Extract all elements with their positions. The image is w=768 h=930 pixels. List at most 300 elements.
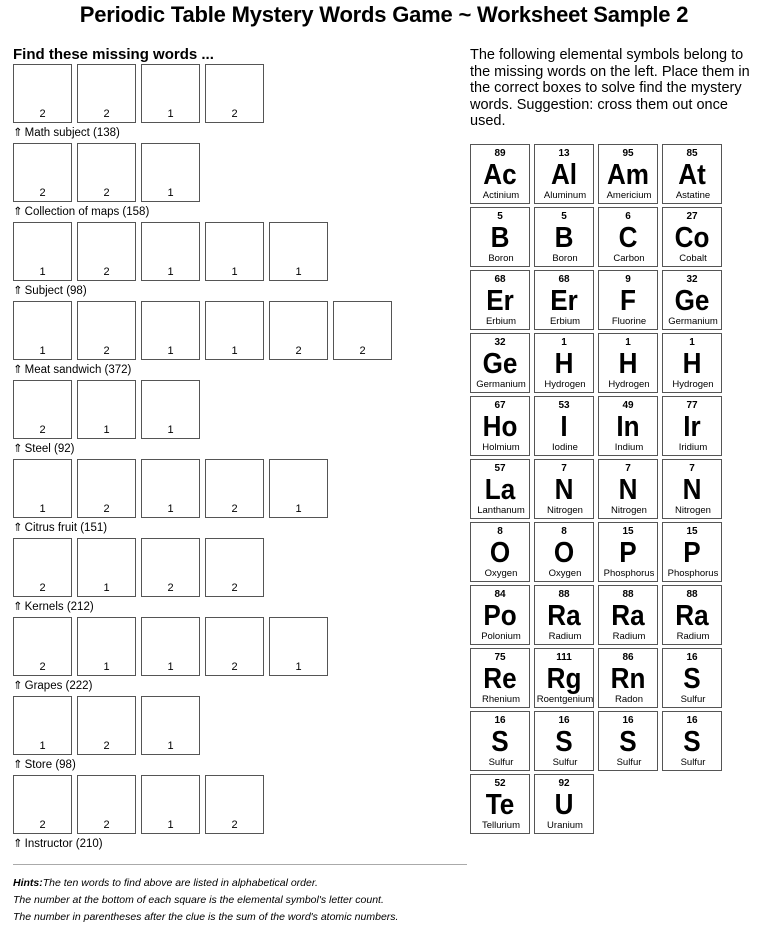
element-symbol: Ac xyxy=(483,159,517,191)
element-tile[interactable] xyxy=(662,144,722,204)
answer-box[interactable] xyxy=(269,617,328,676)
answer-boxes xyxy=(13,143,473,202)
clue-label xyxy=(13,123,473,143)
puzzle-list xyxy=(13,64,473,854)
element-tile[interactable] xyxy=(662,333,722,393)
atomic-number: 111 xyxy=(556,652,572,663)
letter-count: 2 xyxy=(39,661,46,673)
letter-count: 1 xyxy=(39,345,46,357)
atomic-number: 67 xyxy=(494,400,506,411)
answer-box[interactable] xyxy=(141,617,200,676)
letter-count: 1 xyxy=(295,266,302,278)
element-name: Actinium xyxy=(482,190,520,201)
element-name: Indium xyxy=(614,442,644,453)
element-name: Iridium xyxy=(678,442,708,453)
element-tile[interactable] xyxy=(470,207,530,267)
element-symbol: Co xyxy=(674,222,710,254)
atomic-number: 52 xyxy=(494,778,506,789)
element-name: Tellurium xyxy=(481,820,520,831)
answer-boxes xyxy=(13,538,473,597)
page-title: Periodic Table Mystery Words Game ~ Worksheet Sample 2 xyxy=(79,2,689,27)
atomic-number: 75 xyxy=(494,652,506,663)
atomic-number: 92 xyxy=(558,778,570,789)
element-tile[interactable] xyxy=(598,459,658,519)
atomic-number: 57 xyxy=(494,463,506,474)
answer-box[interactable] xyxy=(269,301,328,360)
atomic-number: 32 xyxy=(686,274,698,285)
answer-box[interactable] xyxy=(141,143,200,202)
element-tile[interactable] xyxy=(662,522,722,582)
atomic-number: 7 xyxy=(689,463,695,474)
element-tile[interactable] xyxy=(470,585,530,645)
element-symbol: Er xyxy=(550,285,578,317)
hint-text-1: The ten words to find above are listed in alphabetical order. xyxy=(42,877,318,889)
answer-box[interactable] xyxy=(77,696,136,755)
element-name: Carbon xyxy=(613,253,645,264)
puzzle-column xyxy=(13,46,473,854)
element-tile[interactable] xyxy=(470,522,530,582)
letter-count: 2 xyxy=(39,424,46,436)
element-name: Uranium xyxy=(547,820,583,831)
atomic-number: 1 xyxy=(561,337,567,348)
element-symbol: O xyxy=(489,537,511,569)
letter-count: 2 xyxy=(103,266,110,278)
answer-box[interactable] xyxy=(269,459,328,518)
letter-count: 1 xyxy=(167,819,174,831)
element-name: Nitrogen xyxy=(675,505,711,516)
letter-count: 2 xyxy=(295,345,302,357)
atomic-number: 77 xyxy=(686,400,698,411)
up-arrow-icon: ⇑ xyxy=(13,285,23,297)
find-heading: Find these missing words ... xyxy=(13,46,214,63)
clue-text: Subject (98) xyxy=(24,285,87,297)
element-name: Cobalt xyxy=(679,253,707,264)
answer-box[interactable] xyxy=(13,617,72,676)
element-tile[interactable] xyxy=(534,774,594,834)
element-name: Radium xyxy=(548,631,582,642)
atomic-number: 95 xyxy=(622,148,634,159)
element-symbol: H xyxy=(618,348,638,380)
letter-count: 2 xyxy=(103,108,110,120)
atomic-number: 5 xyxy=(561,211,567,222)
element-name: Erbium xyxy=(485,316,517,327)
element-symbol: Rn xyxy=(610,663,646,695)
element-name: Iodine xyxy=(552,442,578,453)
atomic-number: 7 xyxy=(561,463,567,474)
answer-box[interactable] xyxy=(205,301,264,360)
answer-box[interactable] xyxy=(13,64,72,123)
answer-box[interactable] xyxy=(77,301,136,360)
element-tile[interactable] xyxy=(470,144,530,204)
element-symbol: S xyxy=(683,663,701,695)
element-symbol: N xyxy=(554,474,574,506)
answer-box[interactable] xyxy=(77,64,136,123)
answer-box[interactable] xyxy=(141,380,200,439)
clue-label xyxy=(13,518,473,538)
element-tile[interactable] xyxy=(470,648,530,708)
letter-count: 1 xyxy=(167,503,174,515)
puzzle-item xyxy=(13,538,473,617)
element-symbol: Er xyxy=(486,285,514,317)
atomic-number: 16 xyxy=(622,715,634,726)
answer-box[interactable] xyxy=(13,143,72,202)
answer-box[interactable] xyxy=(77,222,136,281)
answer-box[interactable] xyxy=(269,222,328,281)
answer-boxes xyxy=(13,459,473,518)
element-symbol: S xyxy=(491,726,509,758)
atomic-number: 8 xyxy=(561,526,567,537)
element-symbol: P xyxy=(619,537,637,569)
element-name: Astatine xyxy=(675,190,711,201)
element-name: Phosphorus xyxy=(603,568,655,579)
answer-box[interactable] xyxy=(141,222,200,281)
answer-boxes xyxy=(13,617,473,676)
up-arrow-icon: ⇑ xyxy=(13,601,23,613)
letter-count: 1 xyxy=(167,266,174,278)
element-symbol: In xyxy=(616,411,640,443)
element-name: Radium xyxy=(676,631,710,642)
puzzle-item xyxy=(13,459,473,538)
element-tile[interactable] xyxy=(534,522,594,582)
answer-box[interactable] xyxy=(205,222,264,281)
element-tile[interactable] xyxy=(598,711,658,771)
up-arrow-icon: ⇑ xyxy=(13,443,23,455)
clue-label xyxy=(13,755,473,775)
letter-count: 2 xyxy=(103,740,110,752)
element-tile[interactable] xyxy=(662,396,722,456)
atomic-number: 84 xyxy=(494,589,506,600)
letter-count: 2 xyxy=(39,582,46,594)
puzzle-item xyxy=(13,301,473,380)
element-symbol: O xyxy=(553,537,575,569)
element-name: Germanium xyxy=(668,316,718,327)
clue-text: Meat sandwich (372) xyxy=(24,364,132,376)
answer-box[interactable] xyxy=(13,775,72,834)
atomic-number: 32 xyxy=(494,337,506,348)
element-name: Polonium xyxy=(481,631,521,642)
answer-box[interactable] xyxy=(141,459,200,518)
element-name: Sulfur xyxy=(680,694,706,705)
element-name: Radium xyxy=(612,631,646,642)
atomic-number: 16 xyxy=(494,715,506,726)
element-symbol: S xyxy=(683,726,701,758)
up-arrow-icon: ⇑ xyxy=(13,522,23,534)
clue-label xyxy=(13,360,473,380)
letter-count: 2 xyxy=(231,108,238,120)
element-symbol: Ge xyxy=(482,348,518,380)
element-symbol: Ra xyxy=(547,600,581,632)
up-arrow-icon: ⇑ xyxy=(13,680,23,692)
atomic-number: 16 xyxy=(686,652,698,663)
element-name: Oxygen xyxy=(484,568,518,579)
element-name: Aluminum xyxy=(543,190,587,201)
atomic-number: 27 xyxy=(686,211,698,222)
element-tile[interactable] xyxy=(662,207,722,267)
atomic-number: 15 xyxy=(686,526,698,537)
atomic-number: 88 xyxy=(686,589,698,600)
element-symbol: Al xyxy=(550,159,578,191)
atomic-number: 15 xyxy=(622,526,634,537)
answer-box[interactable] xyxy=(77,617,136,676)
element-tile[interactable] xyxy=(598,144,658,204)
element-name: Holmium xyxy=(482,442,520,453)
element-symbol: Te xyxy=(485,789,515,821)
element-symbol: F xyxy=(620,285,636,317)
element-symbol: N xyxy=(618,474,638,506)
element-name: Erbium xyxy=(549,316,581,327)
element-tile[interactable] xyxy=(662,459,722,519)
clue-label xyxy=(13,676,473,696)
atomic-number: 16 xyxy=(558,715,570,726)
letter-count: 1 xyxy=(295,661,302,673)
hints-section xyxy=(13,875,713,926)
element-tile[interactable] xyxy=(662,585,722,645)
element-symbol: Re xyxy=(483,663,517,695)
element-tile[interactable] xyxy=(470,774,530,834)
answer-box[interactable] xyxy=(141,696,200,755)
atomic-number: 16 xyxy=(686,715,698,726)
element-name: Hydrogen xyxy=(672,379,714,390)
element-symbol: At xyxy=(678,159,706,191)
element-tile[interactable] xyxy=(470,270,530,330)
puzzle-item xyxy=(13,222,473,301)
element-tile[interactable] xyxy=(534,270,594,330)
element-name: Nitrogen xyxy=(547,505,583,516)
answer-box[interactable] xyxy=(13,538,72,597)
element-name: Rhenium xyxy=(481,694,521,705)
element-tile[interactable] xyxy=(470,459,530,519)
answer-box[interactable] xyxy=(205,617,264,676)
hints-label: Hints: xyxy=(13,877,43,889)
element-tile[interactable] xyxy=(598,522,658,582)
clue-text: Math subject (138) xyxy=(24,127,120,139)
answer-box[interactable] xyxy=(77,459,136,518)
answer-box[interactable] xyxy=(77,775,136,834)
answer-boxes xyxy=(13,696,473,755)
element-symbol: P xyxy=(683,537,701,569)
letter-count: 1 xyxy=(39,740,46,752)
puzzle-item xyxy=(13,696,473,775)
element-tile[interactable] xyxy=(598,207,658,267)
element-symbol: B xyxy=(554,222,574,254)
element-name: Sulfur xyxy=(488,757,514,768)
letter-count: 2 xyxy=(359,345,366,357)
atomic-number: 5 xyxy=(497,211,503,222)
up-arrow-icon: ⇑ xyxy=(13,838,23,850)
element-symbol: Am xyxy=(606,159,650,191)
atomic-number: 13 xyxy=(558,148,570,159)
element-symbol: U xyxy=(554,789,574,821)
element-symbol: C xyxy=(618,222,638,254)
atomic-number: 1 xyxy=(689,337,695,348)
answer-box[interactable] xyxy=(141,775,200,834)
element-tile-grid xyxy=(470,144,730,834)
element-tile[interactable] xyxy=(470,711,530,771)
element-name: Roentgenium xyxy=(536,694,594,705)
element-name: Sulfur xyxy=(552,757,578,768)
element-tile[interactable] xyxy=(598,396,658,456)
element-tile[interactable] xyxy=(598,585,658,645)
clue-label xyxy=(13,834,473,854)
letter-count: 2 xyxy=(231,582,238,594)
element-tile[interactable] xyxy=(470,333,530,393)
element-name: Americium xyxy=(606,190,652,201)
atomic-number: 1 xyxy=(625,337,631,348)
answer-box[interactable] xyxy=(141,64,200,123)
clue-label xyxy=(13,202,473,222)
element-symbol: S xyxy=(555,726,573,758)
answer-box[interactable] xyxy=(205,64,264,123)
puzzle-item xyxy=(13,64,473,143)
letter-count: 2 xyxy=(167,582,174,594)
letter-count: 2 xyxy=(39,108,46,120)
answer-box[interactable] xyxy=(77,143,136,202)
puzzle-item xyxy=(13,775,473,854)
element-tile[interactable] xyxy=(534,333,594,393)
clue-text: Collection of maps (158) xyxy=(24,206,150,218)
atomic-number: 68 xyxy=(558,274,570,285)
divider xyxy=(13,864,467,865)
element-tile[interactable] xyxy=(662,711,722,771)
letter-count: 1 xyxy=(167,345,174,357)
puzzle-item xyxy=(13,380,473,459)
element-symbol: Ra xyxy=(675,600,709,632)
letter-count: 2 xyxy=(231,661,238,673)
answer-box[interactable] xyxy=(77,380,136,439)
atomic-number: 89 xyxy=(494,148,506,159)
letter-count: 1 xyxy=(103,424,110,436)
hint-line-1 xyxy=(13,875,713,892)
letter-count: 1 xyxy=(39,266,46,278)
element-tile[interactable] xyxy=(534,207,594,267)
element-tile[interactable] xyxy=(662,270,722,330)
answer-box[interactable] xyxy=(13,222,72,281)
element-symbol: S xyxy=(619,726,637,758)
answer-box[interactable] xyxy=(13,459,72,518)
atomic-number: 53 xyxy=(558,400,570,411)
letter-count: 1 xyxy=(39,503,46,515)
answer-box[interactable] xyxy=(13,301,72,360)
element-tile[interactable] xyxy=(534,711,594,771)
up-arrow-icon: ⇑ xyxy=(13,364,23,376)
element-symbol: N xyxy=(682,474,702,506)
letter-count: 1 xyxy=(167,740,174,752)
answer-boxes xyxy=(13,380,473,439)
answer-box[interactable] xyxy=(13,696,72,755)
element-name: Sulfur xyxy=(616,757,642,768)
answer-box[interactable] xyxy=(141,301,200,360)
element-name: Hydrogen xyxy=(608,379,650,390)
element-symbol: Ge xyxy=(674,285,710,317)
element-name: Oxygen xyxy=(548,568,582,579)
atomic-number: 85 xyxy=(686,148,698,159)
element-symbol: Ho xyxy=(482,411,518,443)
element-symbol: Po xyxy=(483,600,517,632)
hint-line-3: The number in parentheses after the clue is the sum of the word's atomic numbers. xyxy=(13,911,399,923)
up-arrow-icon: ⇑ xyxy=(13,759,23,771)
answer-box[interactable] xyxy=(333,301,392,360)
clue-text: Citrus fruit (151) xyxy=(24,522,108,534)
element-tile[interactable] xyxy=(598,333,658,393)
answer-boxes xyxy=(13,301,473,360)
letter-count: 1 xyxy=(167,187,174,199)
letter-count: 2 xyxy=(103,503,110,515)
clue-text: Kernels (212) xyxy=(24,601,94,613)
up-arrow-icon: ⇑ xyxy=(13,206,23,218)
letter-count: 1 xyxy=(167,108,174,120)
atomic-number: 86 xyxy=(622,652,634,663)
answer-box[interactable] xyxy=(205,775,264,834)
element-tile[interactable] xyxy=(534,396,594,456)
clue-label xyxy=(13,597,473,617)
atomic-number: 88 xyxy=(622,589,634,600)
clue-text: Instructor (210) xyxy=(24,838,103,850)
element-tile[interactable] xyxy=(662,648,722,708)
letter-count: 2 xyxy=(231,503,238,515)
element-symbol: H xyxy=(554,348,574,380)
up-arrow-icon: ⇑ xyxy=(13,127,23,139)
atomic-number: 9 xyxy=(625,274,631,285)
puzzle-item xyxy=(13,617,473,696)
letter-count: 1 xyxy=(295,503,302,515)
letter-count: 1 xyxy=(103,582,110,594)
element-symbol: B xyxy=(490,222,510,254)
element-tile[interactable] xyxy=(598,648,658,708)
atomic-number: 88 xyxy=(558,589,570,600)
answer-box[interactable] xyxy=(205,459,264,518)
element-symbol: I xyxy=(560,411,568,443)
letter-count: 2 xyxy=(103,345,110,357)
element-name: Nitrogen xyxy=(611,505,647,516)
atomic-number: 49 xyxy=(622,400,634,411)
atomic-number: 68 xyxy=(494,274,506,285)
letter-count: 1 xyxy=(231,345,238,357)
element-name: Boron xyxy=(552,253,578,264)
answer-box[interactable] xyxy=(13,380,72,439)
answer-box[interactable] xyxy=(205,538,264,597)
element-tile[interactable] xyxy=(534,648,594,708)
atomic-number: 7 xyxy=(625,463,631,474)
clue-label xyxy=(13,439,473,459)
element-symbol: Ir xyxy=(683,411,701,443)
element-tile[interactable] xyxy=(470,396,530,456)
answer-box[interactable] xyxy=(141,538,200,597)
element-tile[interactable] xyxy=(534,144,594,204)
letter-count: 1 xyxy=(167,424,174,436)
clue-text: Steel (92) xyxy=(24,443,75,455)
answer-boxes xyxy=(13,775,473,834)
element-name: Germanium xyxy=(476,379,526,390)
element-symbol: La xyxy=(484,474,516,506)
element-tile[interactable] xyxy=(534,585,594,645)
element-tile[interactable] xyxy=(598,270,658,330)
element-name: Phosphorus xyxy=(667,568,719,579)
letter-count: 1 xyxy=(167,661,174,673)
answer-boxes xyxy=(13,222,473,281)
atomic-number: 6 xyxy=(625,211,631,222)
element-name: Fluorine xyxy=(611,316,647,327)
letter-count: 1 xyxy=(231,266,238,278)
clue-label xyxy=(13,281,473,301)
atomic-number: 8 xyxy=(497,526,503,537)
answer-boxes xyxy=(13,64,473,123)
clue-text: Store (98) xyxy=(24,759,76,771)
answer-box[interactable] xyxy=(77,538,136,597)
instructions-text: The following elemental symbols belong to the missing words on the left. Place them in the correct boxes to solve find the mystery words. Suggestion: cross them out once used. xyxy=(470,47,750,129)
clue-text: Grapes (222) xyxy=(24,680,93,692)
element-symbol: H xyxy=(682,348,702,380)
element-tile[interactable] xyxy=(534,459,594,519)
